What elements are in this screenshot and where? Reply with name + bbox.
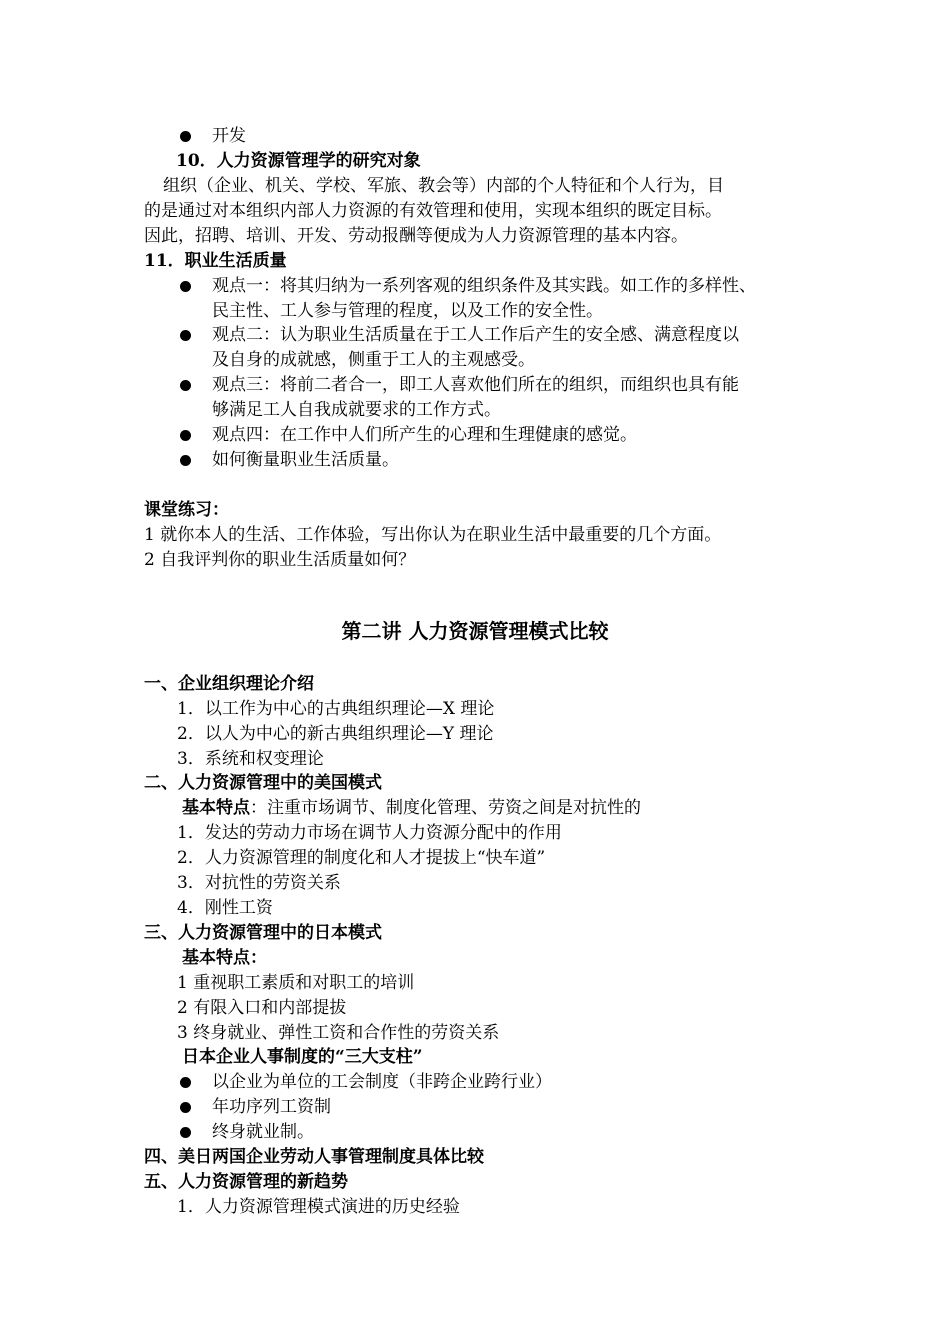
section-2-feature-text: ：注重市场调节、制度化管理、劳资之间是对抗性的 [250, 798, 641, 818]
section-2-item-1: 1．发达的劳动力市场在调节人力资源分配中的作用 [177, 823, 562, 843]
section-1-item-1: 1．以工作为中心的古典组织理论—X 理论 [177, 699, 495, 719]
bullet-icon [180, 1077, 191, 1088]
bullet-text-kaifa: 开发 [212, 126, 246, 146]
view-5-line-1: 如何衡量职业生活质量。 [212, 450, 399, 470]
view-1-line-1: 观点一：将其归纳为一系列客观的组织条件及其实践。如工作的多样性、 [212, 276, 756, 296]
exercise-2: 2 自我评判你的职业生活质量如何？ [144, 550, 416, 570]
exercise-1: 1 就你本人的生活、工作体验，写出你认为在职业生活中最重要的几个方面。 [144, 525, 722, 545]
paragraph-10-line-1: 组织（企业、机关、学校、军旅、教会等）内部的个人特征和个人行为，目 [163, 176, 724, 196]
bullet-icon [180, 281, 191, 292]
bullet-icon [180, 455, 191, 466]
pillar-3: 终身就业制。 [212, 1122, 314, 1142]
section-3-item-2: 2 有限入口和内部提拔 [177, 998, 347, 1018]
bullet-icon [180, 1102, 191, 1113]
view-2-line-1: 观点二：认为职业生活质量在于工人工作后产生的安全感、满意程度以 [212, 325, 739, 345]
view-3-line-1: 观点三：将前二者合一，即工人喜欢他们所在的组织，而组织也具有能 [212, 375, 739, 395]
section-2-item-3: 3．对抗性的劳资关系 [177, 873, 341, 893]
section-5-heading: 五、人力资源管理的新趋势 [144, 1172, 348, 1192]
section-1-item-2: 2．以人为中心的新古典组织理论—Y 理论 [177, 724, 494, 744]
bullet-icon [180, 430, 191, 441]
view-2-line-2: 及自身的成就感，侧重于工人的主观感受。 [212, 350, 535, 370]
section-4-heading: 四、美日两国企业劳动人事管理制度具体比较 [144, 1147, 484, 1167]
lecture-title: 第二讲 人力资源管理模式比较 [341, 619, 609, 643]
section-2-feature-label: 基本特点 [182, 798, 250, 818]
section-3-heading: 三、人力资源管理中的日本模式 [144, 923, 382, 943]
section-2-item-4: 4．刚性工资 [177, 898, 273, 918]
pillar-2: 年功序列工资制 [212, 1097, 331, 1117]
section-3-item-3: 3 终身就业、弹性工资和合作性的劳资关系 [177, 1023, 500, 1043]
section-2-heading: 二、人力资源管理中的美国模式 [144, 773, 382, 793]
section-3-pillars-title: 日本企业人事制度的“三大支柱” [182, 1047, 423, 1067]
section-3-item-1: 1 重视职工素质和对职工的培训 [177, 973, 415, 993]
view-4-line-1: 观点四：在工作中人们所产生的心理和生理健康的感觉。 [212, 425, 637, 445]
bullet-icon [180, 131, 191, 142]
pillar-1: 以企业为单位的工会制度（非跨企业跨行业） [212, 1072, 552, 1092]
heading-10: 10．人力资源管理学的研究对象 [176, 151, 421, 171]
paragraph-10-line-2: 的是通过对本组织内部人力资源的有效管理和使用，实现本组织的既定目标。 [144, 201, 722, 221]
section-5-item-1: 1．人力资源管理模式演进的历史经验 [177, 1197, 460, 1217]
section-1-item-3: 3．系统和权变理论 [177, 749, 324, 769]
bullet-icon [180, 1127, 191, 1138]
view-1-line-2: 民主性、工人参与管理的程度，以及工作的安全性。 [212, 301, 603, 321]
exercise-title: 课堂练习： [144, 500, 229, 520]
section-2-feature [182, 796, 641, 821]
view-3-line-2: 够满足工人自我成就要求的工作方式。 [212, 400, 501, 420]
paragraph-10-line-3: 因此，招聘、培训、开发、劳动报酬等便成为人力资源管理的基本内容。 [144, 226, 688, 246]
bullet-icon [180, 330, 191, 341]
bullet-icon [180, 380, 191, 391]
section-2-item-2: 2．人力资源管理的制度化和人才提拔上“快车道” [177, 848, 546, 868]
heading-11: 11．职业生活质量 [144, 251, 287, 271]
section-3-feature-label: 基本特点： [182, 948, 267, 968]
section-1-heading: 一、企业组织理论介绍 [144, 674, 314, 694]
